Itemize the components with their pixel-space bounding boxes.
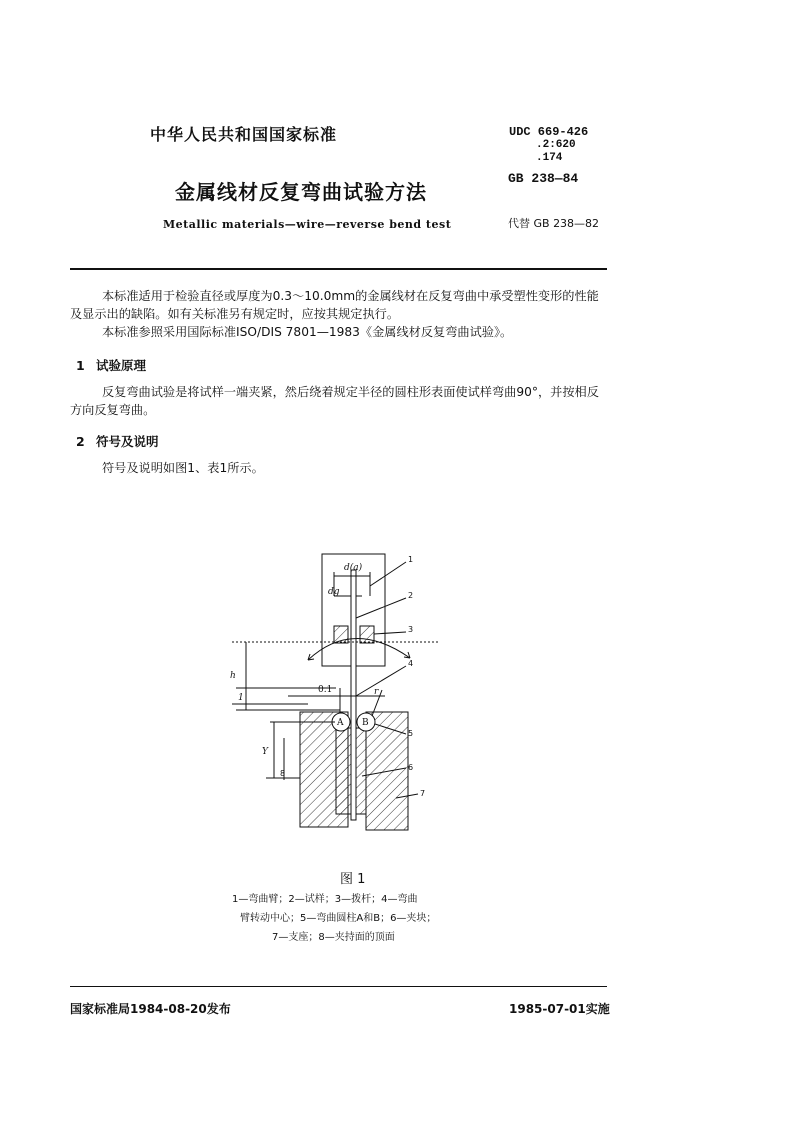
caption-line-3: 7—支座；8—夹持面的顶面 [272,932,395,943]
label-n1: 1 [408,555,414,564]
label-n2: 2 [408,591,414,600]
caption-line-1: 1—弯曲臂；2—试样；3—拨杆；4—弯曲 [232,894,418,905]
label-y: Y [262,747,268,757]
gb-number: GB 238—84 [508,171,579,186]
udc-line3: .174 [536,152,563,164]
intro-paragraph-2: 本标准参照采用国际标准ISO/DIS 7801—1983《金属线材反复弯曲试验》。 [102,325,513,339]
section-2-number: 2 [76,434,85,449]
footer-rule [70,986,607,987]
intro-paragraph-1: 本标准适用于检验直径或厚度为0.3～10.0mm的金属线材在反复弯曲中承受塑性变形的性能及显示出的缺陷。如有关标准另有规定时，应按其规定执行。 [70,289,599,321]
section-1-number: 1 [76,358,85,373]
label-n8: 8 [280,769,286,778]
standard-name: 中华人民共和国国家标准 [150,125,338,144]
label-one: 1 [238,693,244,703]
label-n6: 6 [408,763,414,772]
label-n4: 4 [408,659,414,668]
section-2-heading [76,432,159,450]
figure-1-diagram [210,548,440,838]
label-n5: 5 [408,729,414,738]
specimen-wire [351,570,356,820]
label-n3: 3 [408,625,414,634]
label-b: B [362,718,369,728]
section-2-title: 符号及说明 [96,434,159,449]
section-2-text: 符号及说明如图1、表1所示。 [102,461,264,475]
label-h: h [230,671,236,681]
effective-date: 1985-07-01实施 [509,1002,610,1016]
label-0-1: 0.1 [318,685,333,695]
header-rule [70,268,607,270]
label-d-a: d(a) [344,563,363,573]
clamp-block-right [356,728,366,814]
section-1-title: 试验原理 [96,358,147,373]
caption-line-2: 臂转动中心；5—弯曲圆柱A和B；6—夹块； [240,913,437,924]
label-n7: 7 [420,789,426,798]
issued-date: 国家标准局1984-08-20发布 [70,1002,231,1016]
figure-label: 图 1 [340,872,366,887]
label-r: r [374,687,379,697]
udc-block [509,126,588,165]
replaces-note: 代替 GB 238—82 [508,217,600,230]
udc-line1: UDC 669-426 [509,125,589,139]
label-a: A [337,718,344,728]
rotation-arc [308,638,410,660]
label-dg: dg [328,587,340,597]
section-1-text: 反复弯曲试验是将试样一端夹紧，然后绕着规定半径的圆柱形表面使试样弯曲90°，并按相反方向反复弯曲。 [70,385,599,417]
section-1-heading [76,356,146,374]
udc-line2: .2:620 [536,139,576,151]
document-title: 金属线材反复弯曲试验方法 [175,180,427,204]
clamp-block-left [336,728,351,814]
english-title: Metallic materials—wire—reverse bend test [163,218,452,231]
